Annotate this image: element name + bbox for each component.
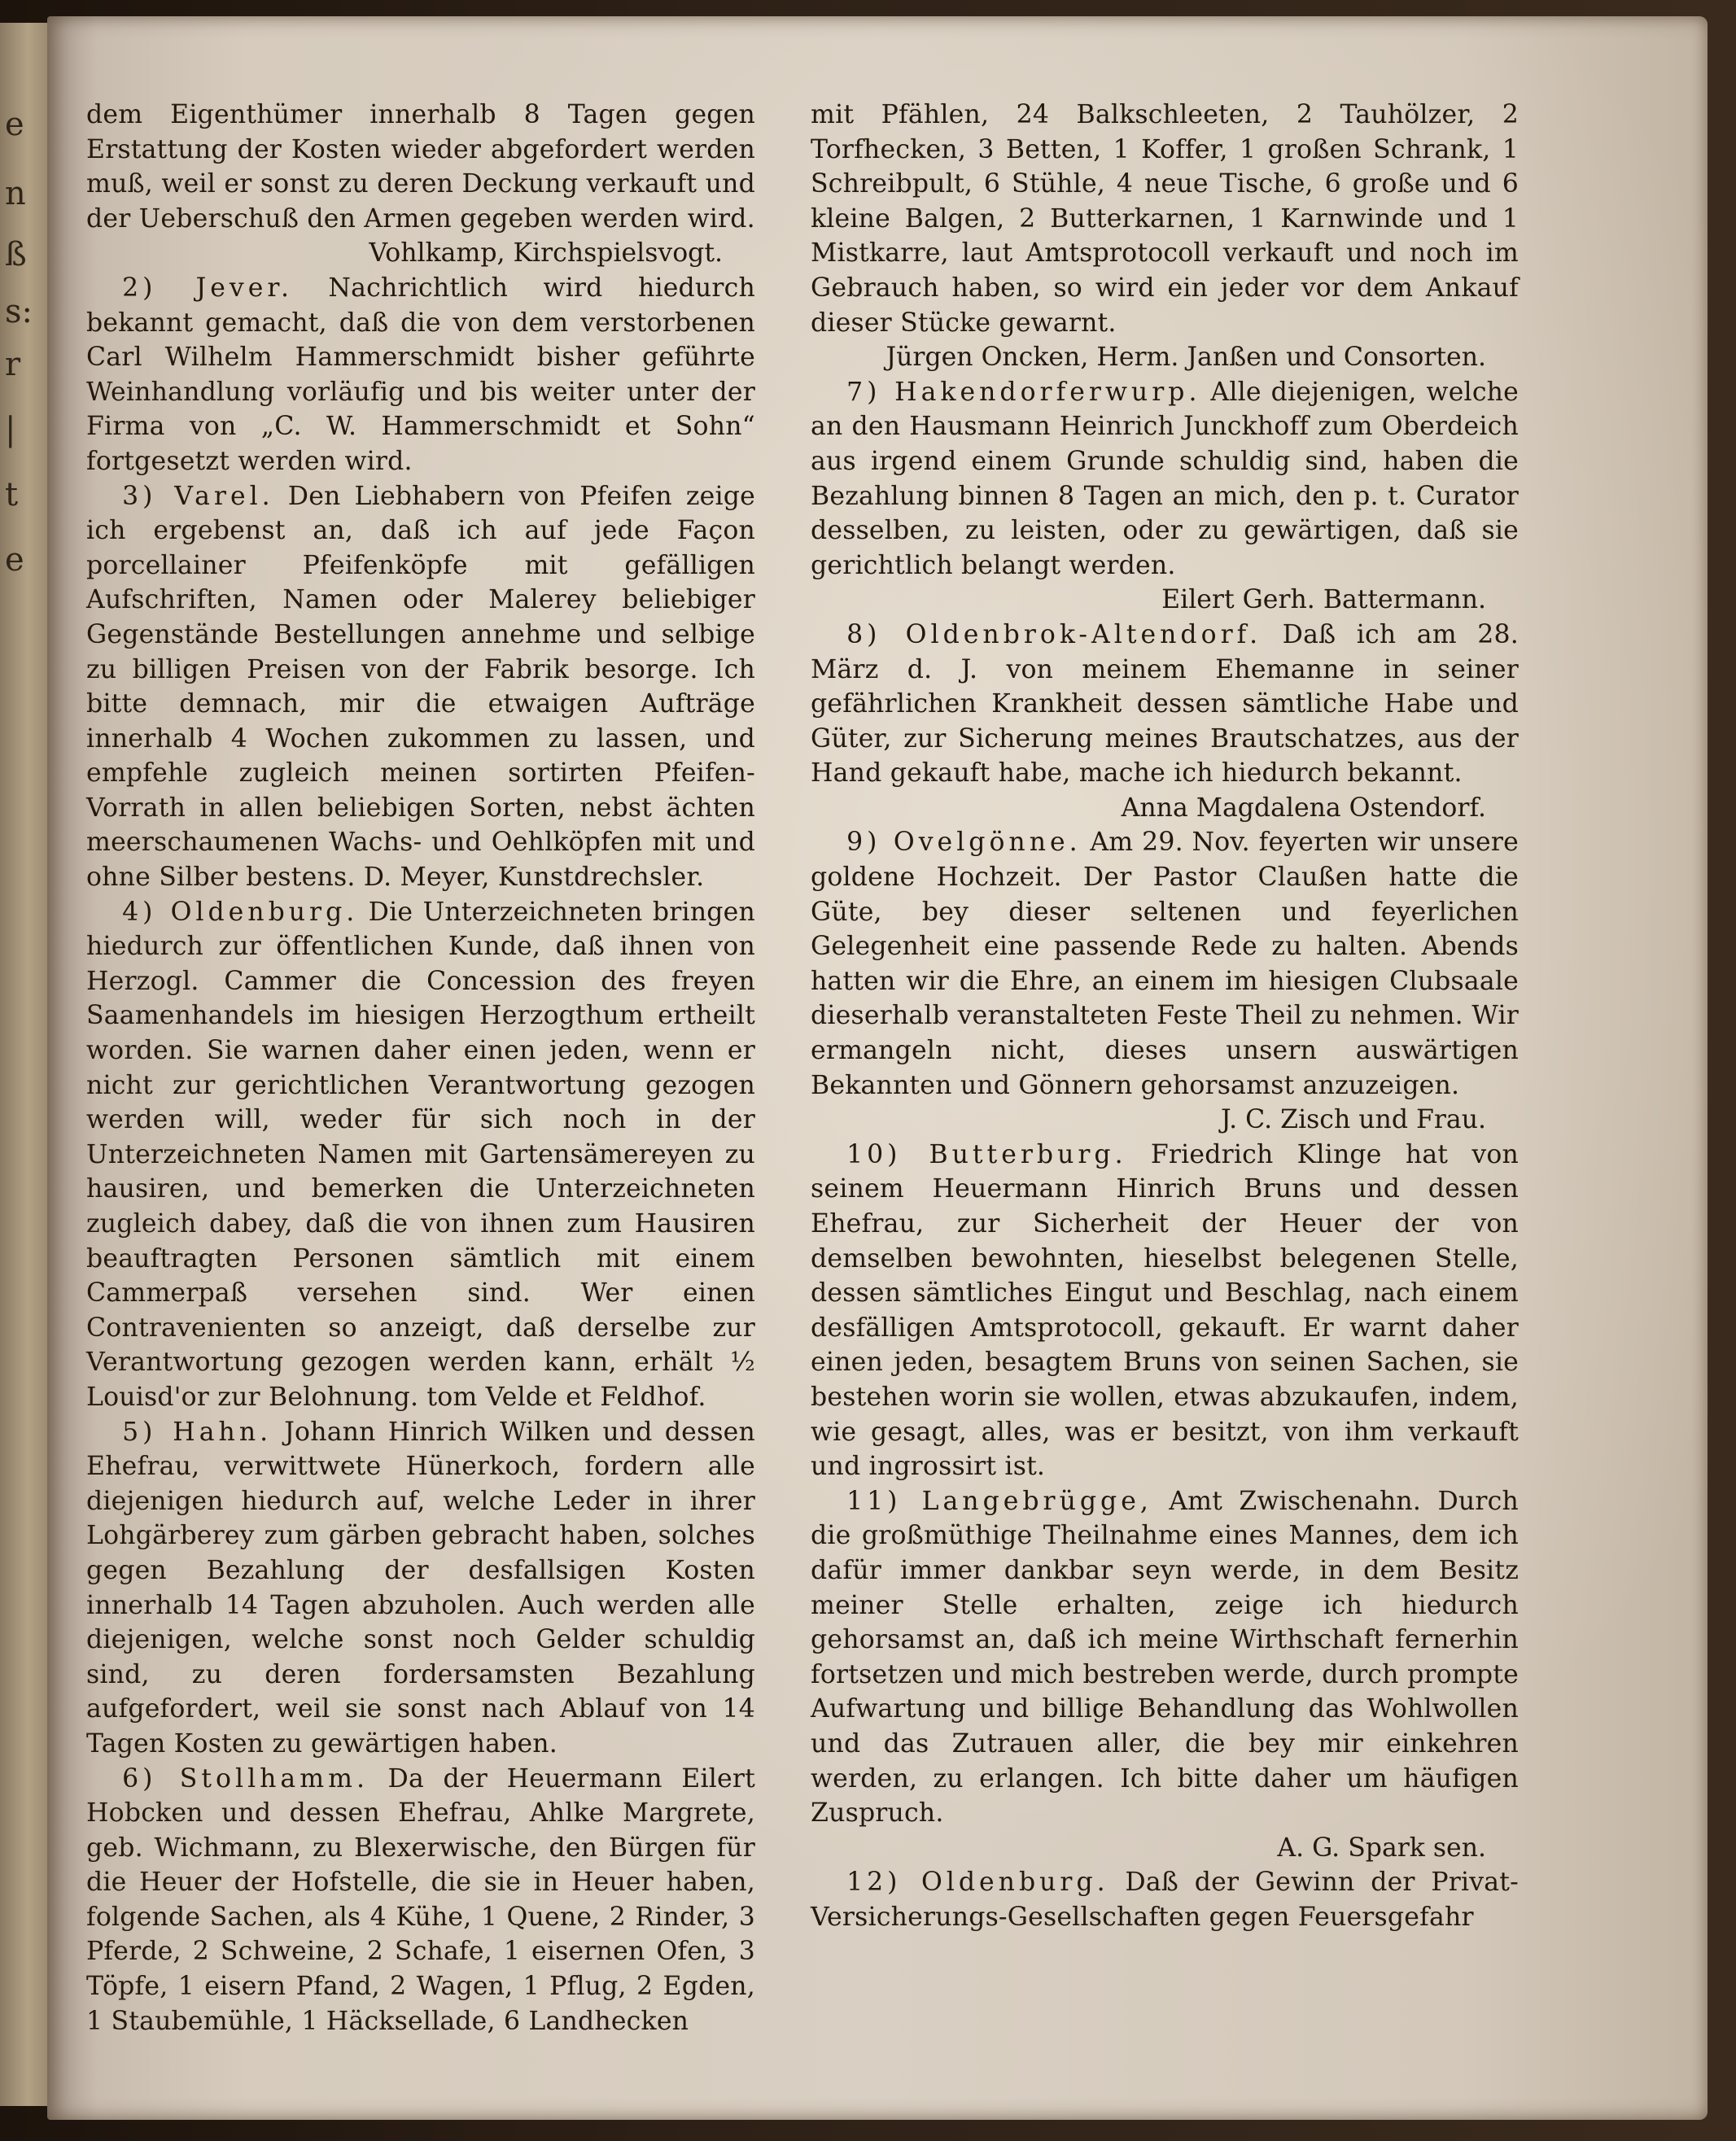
notice-paragraph bbox=[86, 1415, 755, 1762]
margin-fragment: n bbox=[5, 175, 26, 212]
notice-body: Alle diejenigen, welche an den Hausmann Heinrich Junckhoff zum Oberdeich aus irgend einem Grunde schuldig sind, haben die Bezahlung binnen 8 Tagen an mich, den p. t. Curator desselben, zu leisten, oder zu gewärtigen, daß sie gerichtlich belangt werden. bbox=[811, 377, 1519, 580]
notice-paragraph bbox=[86, 895, 755, 1415]
notice-heading: 10) Butterburg. bbox=[846, 1139, 1127, 1169]
notice-heading: 11) Langebrügge, bbox=[846, 1486, 1152, 1516]
signature-line: J. C. Zisch und Frau. bbox=[1220, 1105, 1486, 1135]
notice-heading: 3) Varel. bbox=[122, 481, 274, 511]
notice-body: Am 29. Nov. feyerten wir unsere goldene Hochzeit. Der Pastor Claußen hatte die Güte, bey dieser seltenen und feyerlichen Gelegenheit eine passende Rede zu halten. Abends hatten wir die Ehre, an einem im hiesigen Clubsaale dieserhalb veranstalteten Feste Theil zu nehmen. Wir ermangeln nicht, dieses unsern auswärtigen Bekannten und Gönnern gehorsamst anzuzeigen. bbox=[811, 828, 1519, 1100]
notice-body: mit Pfählen, 24 Balkschleeten, 2 Tauhölzer, 2 Torfhecken, 3 Betten, 1 Koffer, 1 großen Schrank, 1 Schreibpult, 6 Stühle, 4 neue Tische, 6 große und 6 kleine Balgen, 2 Butterkarnen, 1 Karnwinde und 1 Mistkarre, laut Amtsprotocoll verkauft und noch im Gebrauch haben, so wird ein jeder vor dem Ankauf dieser Stücke gewarnt. bbox=[811, 100, 1519, 338]
notice-paragraph bbox=[811, 1865, 1519, 1934]
notice-paragraph bbox=[811, 375, 1519, 583]
notice-body: Die Unterzeichneten bringen hiedurch zur öffentlichen Kunde, daß ihnen von Herzogl. Cammer die Concession des freyen Saamenhandels im hiesigen Herzogthum ertheilt worden. Sie warnen daher einen jeden, wenn er nicht zur gerichtlichen Verantwortung gezogen werden will, weder für sich noch in der Unterzeichneten Namen mit Gartensämereyen zu hausiren, und bemerken die Unterzeichneten zugleich dabey, daß die von ihnen zum Hausiren beauftragten Personen sämtlich mit einem Cammerpaß versehen sind. Wer einen Contravenienten so anzeigt, daß derselbe zur Verantwortung gezogen werden kann, erhält ½ Louisd'or zur Belohnung. tom Velde et Feldhof. bbox=[86, 897, 755, 1412]
signature-line: A. G. Spark sen. bbox=[1277, 1833, 1486, 1863]
notice-paragraph bbox=[811, 825, 1519, 1103]
newspaper-page bbox=[47, 16, 1708, 2120]
notice-heading: 4) Oldenburg. bbox=[122, 897, 359, 927]
signature-line: Anna Magdalena Ostendorf. bbox=[1121, 793, 1486, 823]
margin-fragment: r bbox=[5, 346, 21, 383]
margin-fragment: ß bbox=[5, 236, 27, 273]
margin-fragment: e bbox=[5, 541, 24, 579]
left-column bbox=[47, 98, 755, 2038]
notice-heading: 2) Jever. bbox=[122, 273, 293, 303]
margin-fragment: t bbox=[5, 476, 19, 513]
notice-body: Daß ich am 28. März d. J. von meinem Ehemanne in seiner gefährlichen Krankheit dessen sämtliche Habe und Güter, zur Sicherung meines Brautschatzes, aus der Hand gekauft habe, mache ich hiedurch bekannt. bbox=[811, 619, 1519, 789]
notice-heading: 7) Hakendorferwurp. bbox=[846, 377, 1201, 407]
margin-fragment: | bbox=[5, 411, 16, 448]
notice-paragraph bbox=[811, 1484, 1519, 1831]
signature-line: Jürgen Oncken, Herm. Janßen und Consorten. bbox=[885, 343, 1486, 373]
notice-heading: 12) Oldenburg. bbox=[846, 1868, 1109, 1898]
notice-paragraph bbox=[811, 618, 1519, 791]
right-column-text bbox=[811, 98, 1519, 1934]
notice-paragraph bbox=[86, 1762, 755, 2039]
notice-paragraph bbox=[811, 98, 1519, 340]
notice-body: dem Eigenthümer innerhalb 8 Tagen gegen Erstattung der Kosten wieder abgefordert werden muß, weil er sonst zu deren Deckung verkauft und der Ueberschuß den Armen gegeben werden wird. bbox=[86, 100, 755, 234]
margin-fragment: s: bbox=[5, 293, 33, 330]
notice-body: Da der Heuermann Eilert Hobcken und dessen Ehefrau, Ahlke Margrete, geb. Wichmann, zu Blexerwische, den Bürgen für die Heuer der Hofstelle, die sie in Heuer haben, folgende Sachen, als 4 Kühe, 1 Quene, 2 Rinder, 3 Pferde, 2 Schweine, 2 Schafe, 1 eisernen Ofen, 3 Töpfe, 1 eisern Pfand, 2 Wagen, 1 Pflug, 2 Egden, 1 Staubemühle, 1 Häcksellade, 6 Landhecken bbox=[86, 1763, 755, 2036]
notice-heading: 9) Ovelgönne. bbox=[846, 828, 1082, 858]
previous-page-edge bbox=[0, 23, 49, 2106]
notice-heading: 8) Oldenbrok-Altendorf. bbox=[846, 619, 1262, 649]
notice-paragraph bbox=[86, 98, 755, 236]
signature-line: Vohlkamp, Kirchspielsvogt. bbox=[369, 238, 723, 269]
right-column bbox=[811, 98, 1519, 1934]
notice-paragraph bbox=[86, 479, 755, 895]
notice-paragraph bbox=[811, 1138, 1519, 1484]
notice-heading: 5) Hahn. bbox=[122, 1417, 273, 1447]
notice-paragraph bbox=[86, 271, 755, 479]
margin-fragment: e bbox=[5, 106, 24, 143]
notice-heading: 6) Stollhamm. bbox=[122, 1763, 369, 1794]
notice-body: Friedrich Klinge hat von seinem Heuermann Hinrich Bruns und dessen Ehefrau, zur Sicherheit der Heuer der von demselben bewohnten, hieselbst belegenen Stelle, dessen sämtliches Eingut und Beschlag, nach einem desfälligen Amtsprotocoll, gekauft. Er warnt daher einen jeden, besagtem Bruns von seinen Sachen, sie bestehen worin sie wollen, etwas abzukaufen, indem, wie gesagt, alles, was er besitzt, von ihm verkauft und ingrossirt ist. bbox=[811, 1139, 1519, 1482]
notice-body: Nachrichtlich wird hiedurch bekannt gemacht, daß die von dem verstorbenen Carl Wilhelm Hammerschmidt bisher geführte Weinhandlung vorläufig und bis weiter unter der Firma von „C. W. Hammerschmidt et Sohn“ fortgesetzt werden wird. bbox=[86, 273, 755, 476]
notice-body: Amt Zwischenahn. Durch die großmüthige Theilnahme eines Mannes, dem ich dafür immer dankbar seyn werde, in dem Besitz meiner Stelle erhalten, zeige ich hiedurch gehorsamst an, daß ich meine Wirthschaft fernerhin fortsetzen und mich bestreben werde, durch prompte Aufwartung und billige Behandlung das Wohlwollen und das Zutrauen aller, die bey mir einkehren werden, zu erlangen. Ich bitte daher um häufigen Zuspruch. bbox=[811, 1486, 1519, 1829]
notice-body: Den Liebhabern von Pfeifen zeige ich ergebenst an, daß ich auf jede Façon porcellainer Pfeifenköpfe mit gefälligen Aufschriften, Namen oder Malerey beliebiger Gegenstände Bestellungen annehme und selbige zu billigen Preisen von der Fabrik besorge. Ich bitte demnach, mir die etwaigen Aufträge innerhalb 4 Wochen zukommen zu lassen, und empfehle zugleich meinen sortirten Pfeifen-Vorrath in allen beliebigen Sorten, nebst ächten meerschaumenen Wachs- und Oehlköpfen mit und ohne Silber bestens. D. Meyer, Kunstdrechsler. bbox=[86, 481, 755, 893]
notice-body: Daß der Gewinn der Privat-Versicherungs-Gesellschaften gegen Feuersgefahr bbox=[811, 1868, 1519, 1932]
left-column-text bbox=[86, 98, 755, 2038]
signature-line: Eilert Gerh. Battermann. bbox=[1161, 585, 1486, 615]
notice-body: Johann Hinrich Wilken und dessen Ehefrau, verwittwete Hünerkoch, fordern alle diejenigen hiedurch auf, welche Leder in ihrer Lohgärberey zum gärben gebracht haben, solches gegen Bezahlung der desfallsigen Kosten innerhalb 14 Tagen abzuholen. Auch werden alle diejenigen, welche sonst noch Gelder schuldig sind, zu deren fordersamsten Bezahlung aufgefordert, weil sie sonst nach Ablauf von 14 Tagen Kosten zu gewärtigen haben. bbox=[86, 1417, 756, 1759]
